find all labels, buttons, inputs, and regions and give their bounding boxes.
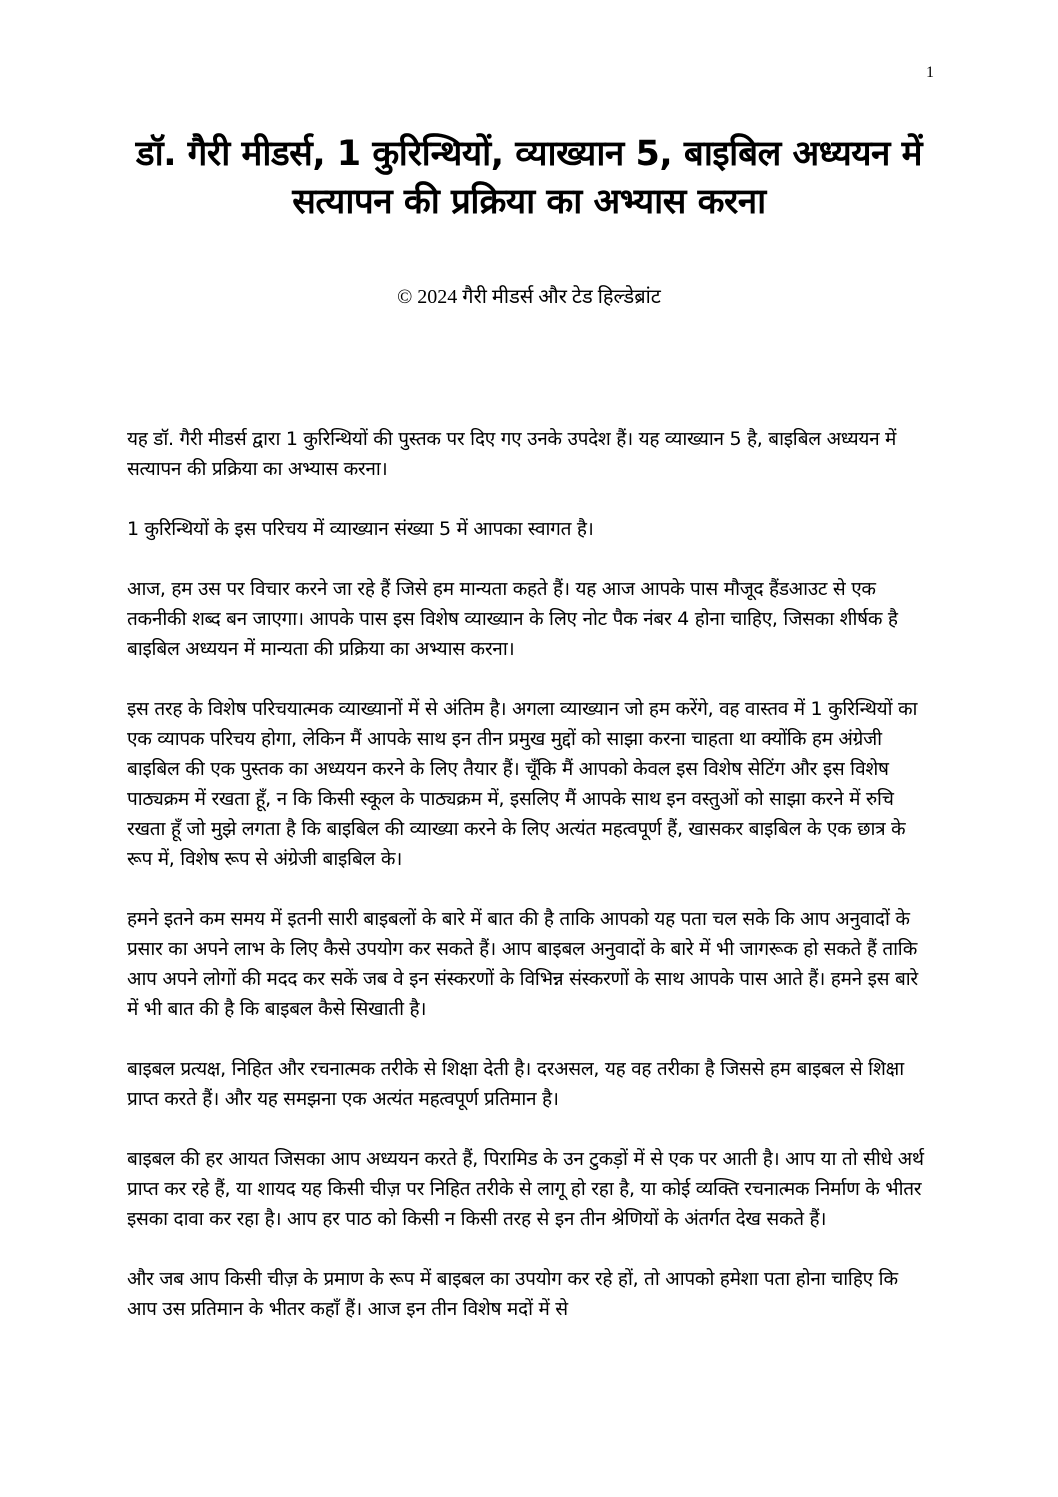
paragraph: आज, हम उस पर विचार करने जा रहे हैं जिसे हम मान्यता कहते हैं। यह आज आपके पास मौजूद हैंडआउट से एक तकनीकी शब्द बन जाएगा। आपके पास इस विशेष व्याख्यान के लिए नोट पैक नंबर 4 होना चाहिए, जिसका शीर्षक है बाइबिल अध्ययन में मान्यता की प्रक्रिया का अभ्यास करना। (127, 578, 898, 660)
paragraph: हमने इतने कम समय में इतनी सारी बाइबलों के बारे में बात की है ताकि आपको यह पता चल सके कि आप अनुवादों के प्रसार का अपने लाभ के लिए कैसे उपयोग कर सकते हैं। आप बाइबल अनुवादों के बारे में भी जागरूक हो सकते हैं ताकि आप अपने लोगों की मदद कर सकें जब वे इन संस्करणों के विभिन्न संस्करणों के साथ आपके पास आते हैं। हमने इस बारे में भी बात की है कि बाइबल कैसे सिखाती है। (127, 908, 918, 1020)
document-title: डॉ. गैरी मीडर्स, 1 कुरिन्थियों, व्याख्यान 5, बाइबिल अध्ययन में सत्यापन की प्रक्रिया का अभ्यास करना (135, 134, 923, 222)
paragraph: यह डॉ. गैरी मीडर्स द्वारा 1 कुरिन्थियों की पुस्तक पर दिए गए उनके उपदेश हैं। यह व्याख्यान 5 है, बाइबिल अध्ययन में सत्यापन की प्रक्रिया का अभ्यास करना। (127, 428, 897, 480)
paragraph: बाइबल प्रत्यक्ष, निहित और रचनात्मक तरीके से शिक्षा देती है। दरअसल, यह वह तरीका है जिससे हम बाइबल से शिक्षा प्राप्त करते हैं। और यह समझना एक अत्यंत महत्वपूर्ण प्रतिमान है। (127, 1058, 904, 1110)
paragraph: और जब आप किसी चीज़ के प्रमाण के रूप में बाइबल का उपयोग कर रहे हों, तो आपको हमेशा पता होना चाहिए कि आप उस प्रतिमान के भीतर कहाँ हैं। आज इन तीन विशेष मदों में से (127, 1268, 898, 1320)
page-number: 1 (926, 64, 934, 81)
document-body (127, 424, 932, 1354)
paragraph: 1 कुरिन्थियों के इस परिचय में व्याख्यान संख्या 5 में आपका स्वागत है। (127, 518, 594, 540)
paragraph: इस तरह के विशेष परिचयात्मक व्याख्यानों में से अंतिम है। अगला व्याख्यान जो हम करेंगे, वह वास्तव में 1 कुरिन्थियों का एक व्यापक परिचय होगा, लेकिन मैं आपके साथ इन तीन प्रमुख मुद्दों को साझा करना चाहता था क्योंकि हम अंग्रेजी बाइबिल की एक पुस्तक का अध्ययन करने के लिए तैयार हैं। चूँकि मैं आपको केवल इस विशेष सेटिंग और इस विशेष पाठ्यक्रम में रखता हूँ, न कि किसी स्कूल के पाठ्यक्रम में, इसलिए मैं आपके साथ इन वस्तुओं को साझा करने में रुचि रखता हूँ जो मुझे लगता है कि बाइबिल की व्याख्या करने के लिए अत्यंत महत्वपूर्ण हैं, खासकर बाइबिल के एक छात्र के रूप में, विशेष रूप से अंग्रेजी बाइबिल के। (127, 698, 918, 870)
paragraph: बाइबल की हर आयत जिसका आप अध्ययन करते हैं, पिरामिड के उन टुकड़ों में से एक पर आती है। आप या तो सीधे अर्थ प्राप्त कर रहे हैं, या शायद यह किसी चीज़ पर निहित तरीके से लागू हो रहा है, या कोई व्यक्ति रचनात्मक निर्माण के भीतर इसका दावा कर रहा है। आप हर पाठ को किसी न किसी तरह से इन तीन श्रेणियों के अंतर्गत देख सकते हैं। (127, 1148, 924, 1230)
copyright-line: © 2024 गैरी मीडर्स और टेड हिल्डेब्रांट (397, 286, 661, 308)
